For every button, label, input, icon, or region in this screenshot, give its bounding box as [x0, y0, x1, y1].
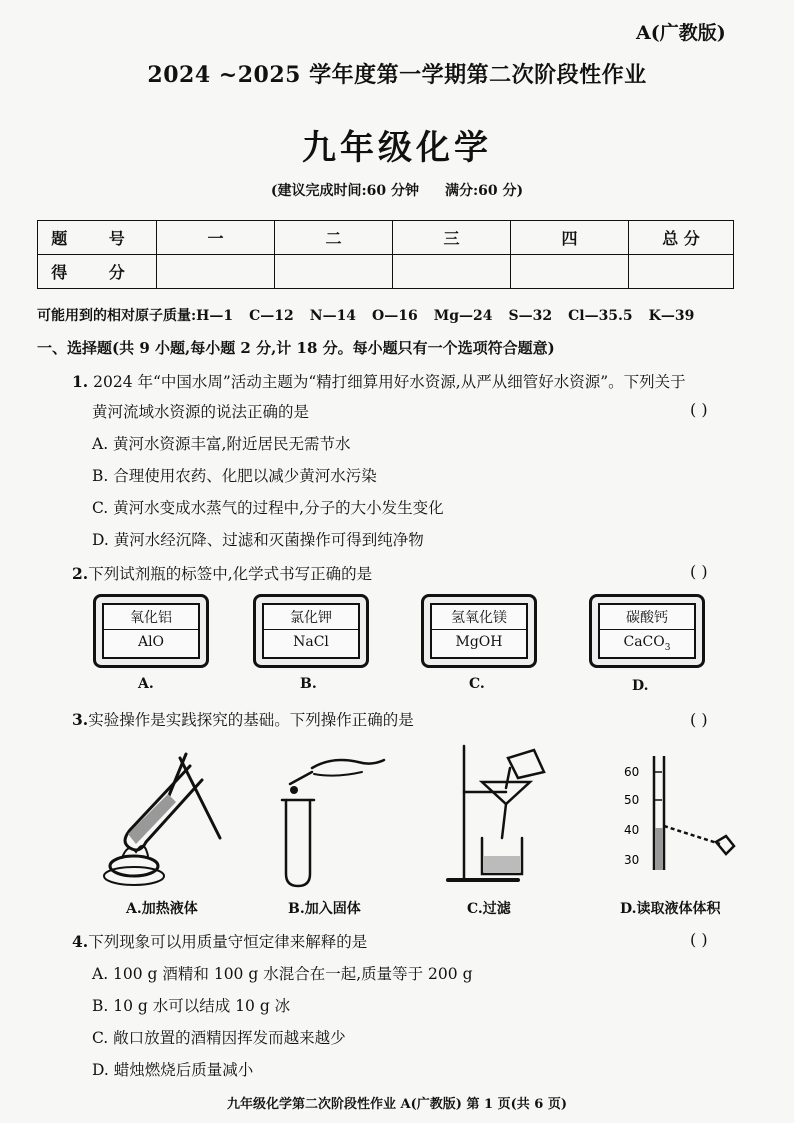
- time-note: [0, 180, 794, 200]
- label-name: 氧化铝: [104, 607, 198, 630]
- holder-clamp: [168, 754, 186, 798]
- option-letter-a: A.: [138, 676, 154, 692]
- eye: [716, 836, 734, 854]
- section-col-2: 二: [275, 221, 393, 255]
- atomic-mass-item: Mg—24: [433, 308, 493, 324]
- answer-parentheses[interactable]: ( ): [690, 400, 708, 419]
- question-2: [72, 562, 372, 584]
- option-letter-b: B.: [300, 676, 317, 692]
- label-formula: AlO: [137, 634, 165, 650]
- score-cell-total[interactable]: [629, 255, 734, 289]
- tick-label: 60: [624, 765, 640, 779]
- score-cell-4[interactable]: [511, 255, 629, 289]
- label-inner: [102, 603, 200, 659]
- exam-title: 2024 ~2025 学年度第一学期第二次阶段性作业: [147, 62, 647, 88]
- question-2-number: 2.: [72, 564, 89, 583]
- label-name: 氯化钾: [264, 607, 358, 630]
- heating-liquid-figure: [98, 738, 228, 888]
- atomic-masses-label: 可能用到的相对原子质量:: [37, 308, 197, 324]
- sight-line: [664, 826, 720, 844]
- reagent-label-b: [253, 594, 369, 668]
- atomic-mass-item: Cl—35.5: [568, 308, 633, 324]
- label-formula: NaCl: [293, 634, 329, 650]
- atomic-mass-item: H—1: [196, 308, 234, 324]
- question-3-text: 实验操作是实践探究的基础。下列操作正确的是: [88, 711, 414, 729]
- graduated-cylinder-figure: [620, 750, 750, 880]
- atomic-masses: [37, 305, 694, 325]
- q1-option-c: C. 黄河水变成水蒸气的过程中,分子的大小发生变化: [92, 499, 444, 517]
- full-score: 满分:60 分): [445, 183, 524, 199]
- score-cell-3[interactable]: [393, 255, 511, 289]
- page-footer: 九年级化学第二次阶段性作业 A(广教版) 第 1 页(共 6 页): [227, 1097, 567, 1112]
- tick-label: 40: [624, 823, 640, 837]
- q1-option-b: B. 合理使用农药、化肥以减少黄河水污染: [92, 467, 377, 485]
- atomic-mass-item: C—12: [249, 308, 294, 324]
- answer-parentheses[interactable]: ( ): [690, 710, 708, 729]
- question-1-number: 1.: [72, 372, 89, 391]
- funnel-stem: [502, 804, 506, 838]
- label-formula: [600, 631, 694, 653]
- question-4-text: 下列现象可以用质量守恒定律来解释的是: [88, 933, 368, 951]
- question-2-text: 下列试剂瓶的标签中,化学式书写正确的是: [88, 565, 373, 583]
- score-table-header-row: [38, 221, 734, 255]
- atomic-mass-item: N—14: [309, 308, 357, 324]
- caption-d: D.读取液体体积: [620, 901, 721, 917]
- question-1-line2: 黄河流域水资源的说法正确的是: [92, 403, 310, 421]
- question-4-number: 4.: [72, 932, 89, 951]
- q1-option-d: D. 黄河水经沉降、过滤和灭菌操作可得到纯净物: [92, 531, 424, 549]
- solid-particle: [290, 786, 298, 794]
- caption-c: C.过滤: [467, 901, 511, 917]
- atomic-mass-item: K—39: [648, 308, 695, 324]
- atomic-mass-item: O—16: [372, 308, 418, 324]
- score-cell-1[interactable]: [157, 255, 275, 289]
- pouring-beaker: [508, 750, 544, 778]
- q4-option-b: B. 10 g 水可以结成 10 g 冰: [92, 997, 291, 1015]
- liquid-column: [655, 828, 663, 870]
- label-name: 碳酸钙: [600, 607, 694, 630]
- label-inner: [430, 603, 528, 659]
- question-number-label: 题 号: [38, 221, 157, 255]
- label-inner: [598, 603, 696, 659]
- score-table-score-row: [38, 255, 734, 289]
- hand-lower: [314, 772, 362, 776]
- adding-solid-figure: [272, 738, 392, 888]
- score-table: [37, 220, 734, 289]
- caption-a: A.加热液体: [126, 901, 198, 917]
- filtration-figure: [444, 738, 554, 888]
- q4-option-d: D. 蜡烛燃烧后质量减小: [92, 1061, 254, 1079]
- upright-test-tube: [286, 800, 310, 886]
- q1-option-a: A. 黄河水资源丰富,附近居民无需节水: [92, 435, 351, 453]
- section-col-4: 四: [511, 221, 629, 255]
- q4-option-a: A. 100 g 酒精和 100 g 水混合在一起,质量等于 200 g: [92, 965, 473, 983]
- hand: [312, 760, 384, 768]
- score-cell-2[interactable]: [275, 255, 393, 289]
- glass-rod: [506, 768, 510, 788]
- score-label: 得 分: [38, 255, 157, 289]
- answer-parentheses[interactable]: ( ): [690, 562, 708, 581]
- question-3-number: 3.: [72, 710, 89, 729]
- question-1: [72, 370, 686, 392]
- label-inner: [262, 603, 360, 659]
- reagent-label-d: [589, 594, 705, 668]
- question-1-line1: 2024 年“中国水周”活动主题为“精打细算用好水资源,从严从细管好水资源”。下列关于: [93, 373, 686, 391]
- total-col: 总 分: [629, 221, 734, 255]
- version-tag: A(广教版): [636, 22, 726, 44]
- filtrate: [484, 856, 520, 872]
- section-col-3: 三: [393, 221, 511, 255]
- subject-title: 九年级化学: [302, 128, 492, 168]
- caption-b: B.加入固体: [288, 901, 361, 917]
- tick-label: 30: [624, 853, 640, 867]
- question-4: [72, 930, 367, 952]
- answer-parentheses[interactable]: ( ): [690, 930, 708, 949]
- option-letter-d: D.: [632, 678, 649, 694]
- option-letter-c: C.: [469, 676, 485, 692]
- tick-label: 50: [624, 793, 640, 807]
- question-3: [72, 708, 414, 730]
- label-name: 氢氧化镁: [432, 607, 526, 630]
- section-col-1: 一: [157, 221, 275, 255]
- label-formula-main: CaCO: [623, 634, 665, 650]
- reagent-label-a: [93, 594, 209, 668]
- section-heading: 一、选择题(共 9 小题,每小题 2 分,计 18 分。每小题只有一个选项符合题意): [37, 339, 555, 357]
- label-formula-subscript: 3: [664, 642, 671, 653]
- atomic-mass-item: S—32: [508, 308, 553, 324]
- q4-option-c: C. 敞口放置的酒精因挥发而越来越少: [92, 1029, 346, 1047]
- reagent-label-c: [421, 594, 537, 668]
- spatula: [290, 772, 312, 784]
- suggested-time: (建议完成时间:60 分钟: [270, 183, 419, 199]
- label-formula: MgOH: [455, 634, 503, 650]
